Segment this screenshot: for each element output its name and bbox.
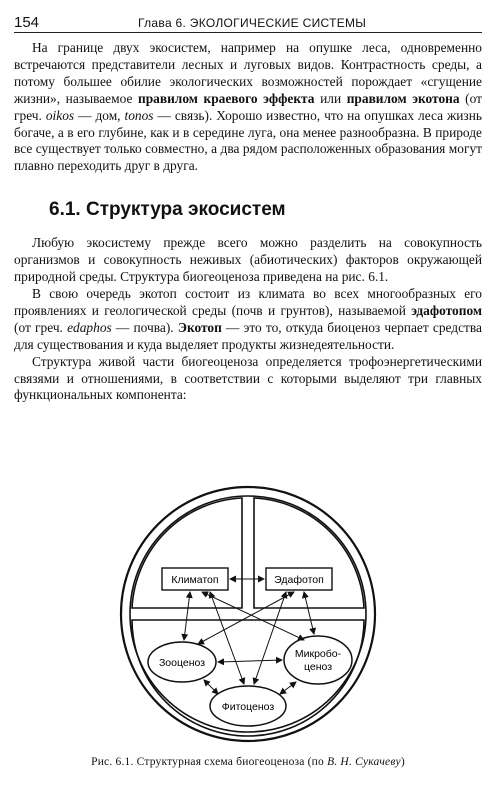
caption-text: ): [400, 756, 405, 768]
fitotsenoz-label: Фитоценоз: [221, 701, 275, 713]
arrow-klimatop-mikro: [202, 592, 304, 640]
term-edaphotop: эдафотопом: [411, 302, 482, 318]
caption-text: Рис. 6.1. Структурная схема биогеоценоза (по: [91, 756, 328, 768]
term-edge-effect: правилом краевого эффекта: [138, 90, 315, 106]
text-run: — почва).: [111, 319, 178, 335]
diagram-svg: [118, 484, 378, 744]
arrow-edafotop-mikro: [304, 592, 314, 634]
text-run: — это то, откуда биоценоз черпает средства для существования и куда выделяет продукты жизнедеятельности.: [14, 319, 482, 352]
arrow-klimatop-zoo: [184, 592, 190, 640]
klimatop-label: Климатоп: [171, 574, 219, 586]
greek-word: oikos: [45, 107, 75, 123]
section-title: 6.1. Структура экосистем: [49, 199, 286, 221]
greek-word: edaphos: [67, 319, 112, 335]
text-run: — дом,: [74, 107, 125, 123]
paragraph-ecotone: [14, 40, 482, 175]
arrow-edafotop-fito: [254, 592, 286, 684]
mikrobo-label-line1: Микробо-: [294, 648, 342, 660]
caption-author: В. Н. Сукачеву: [327, 756, 401, 768]
mikrobo-label-line2: ценоз: [303, 661, 333, 673]
term-ecotop: Экотоп: [177, 319, 222, 335]
running-head: Глава 6. ЭКОЛОГИЧЕСКИЕ СИСТЕМЫ: [138, 16, 367, 30]
text-run: — связь). Хорошо известно, что на опушках леса жизнь богаче, а в его глубине, как и в середине луга, она менее разнообразна. В природе все существует только совместно, а два рядом расположенных образования могут плавно переходить друг в друга.: [14, 107, 482, 174]
mikrobotsenoz-ellipse: [284, 636, 352, 684]
arrow-mikro-fito: [280, 682, 296, 694]
biogeocenosis-diagram: [118, 484, 378, 744]
text-run: На границе двух экосистем, например на опушке леса, одновременно встречаются представители лесных и луговых видов. Контрастность среды, а потому большее обилие экологических возможностей порождает «сгущение жизни», называемое: [14, 40, 482, 106]
edafotop-label: Эдафотоп: [274, 574, 324, 586]
text-run: или: [314, 90, 347, 106]
arrow-zoo-fito: [204, 680, 218, 694]
figure-caption: [14, 756, 482, 768]
edaphotope-sector: [254, 498, 364, 608]
paragraph-structure: Любую экосистему прежде всего можно разделить на совокупность организмов и совокупность неживых (абиотических) факторов окружающей природной среды. Структура биогеоценоза приведена на рис. 6.1.: [14, 235, 482, 285]
text-run: (от греч.: [14, 90, 482, 123]
paragraph-ecotop: [14, 286, 482, 354]
text-run: В свою очередь экотоп состоит из климата во всех многообразных его проявлениях и геологической среды (почв и грунтов), называемой: [14, 285, 482, 318]
text-run: (от греч.: [14, 319, 68, 335]
paragraph-components: Структура живой части биогеоценоза определяется трофоэнергетическими связями и отношениями, в соответствии с которыми выделяют три главных функциональных компонента:: [14, 353, 482, 403]
arrow-zoo-mikro: [218, 660, 282, 662]
zootsenoz-label: Зооценоз: [158, 657, 206, 669]
page-header: [14, 12, 482, 33]
term-ecotone-rule: правилом экотона: [346, 90, 460, 106]
body-text: [14, 40, 482, 404]
arrow-klimatop-fito: [210, 592, 244, 684]
page-number: 154: [14, 14, 40, 31]
greek-word: tonos: [124, 107, 154, 123]
climatope-sector: [132, 498, 242, 608]
